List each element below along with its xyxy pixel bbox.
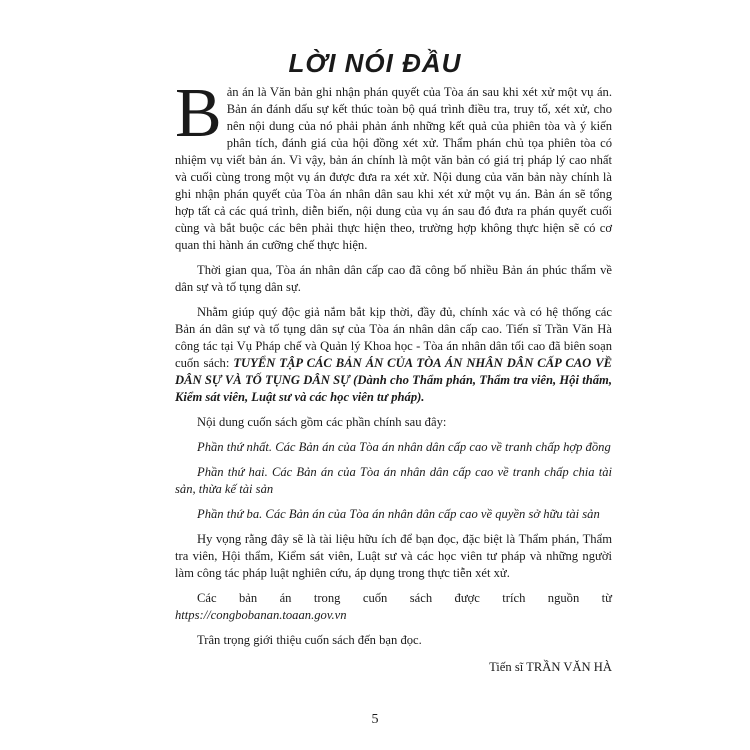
paragraph-3-text: Nhằm giúp quý độc giả nắm bắt kịp thời, đầy đủ, chính xác và có hệ thống các Bản án dân sự và tố tụng dân sự của Tòa án nhân dân cấp cao. Tiến sĩ Trần Văn Hà công tác tại Vụ Pháp chế và Quản lý Khoa học - Tòa án nhân dân tối cao đã biên soạn cuốn sách: [175,305,612,370]
part-three: Phần thứ ba. Các Bản án của Tòa án nhân dân cấp cao về quyền sở hữu tài sản [197,507,600,521]
page-title: LỜI NÓI ĐẦU [288,48,462,78]
paragraph-2: Thời gian qua, Tòa án nhân dân cấp cao đã công bố nhiều Bản án phúc thẩm về dân sự và tố tụng dân sự. [175,263,612,294]
paragraph-1 [175,75,612,254]
drop-cap: B [175,75,222,152]
paragraph-7: Trân trọng giới thiệu cuốn sách đến bạn đọc. [197,633,422,647]
preface-body [175,75,612,676]
part-one: Phần thứ nhất. Các Bản án của Tòa án nhân dân cấp cao về tranh chấp hợp đồng [197,440,611,454]
page-number: 5 [371,712,379,727]
source-url: https://congbobanan.toaan.gov.vn [175,608,347,622]
paragraph-6-text: Các bản án trong cuốn sách được trích nguồn từ [197,591,612,605]
paragraph-1-text: ản án là Văn bản ghi nhận phán quyết của Tòa án sau khi xét xử một vụ án. Bản án đánh dấu sự kết thúc toàn bộ quá trình điều tra, truy tố, xét xử, cho nên nội dung của nó phải phản ánh những kết quả của phiên tòa và ý kiến phân tích, đánh giá của hội đồng xét xử. Thẩm phán chủ tọa phiên tòa có nhiệm vụ viết bản án. Vì vậy, bản án chính là một văn bản có giá trị pháp lý cao nhất và cuối cùng trong một vụ án được đưa ra xét xử. Nội dung của văn bản này chính là ghi nhận phán quyết của Tòa án nhân dân sau khi xét xử một vụ án. Bản án sẽ tổng hợp tất cả các quá trình, diễn biến, nội dung của vụ án sau đó đưa ra phán quyết cuối cùng và bắt buộc các bên phải thực hiện theo, trường hợp không thực hiện sẽ có cơ quan thi hành án cưỡng chế thực hiện. [175,85,612,252]
book-subtitle: (Dành cho Thẩm phán, Thẩm tra viên, Hội thẩm, Kiểm sát viên, Luật sư và các học viên tư pháp). [175,373,612,404]
part-two: Phần thứ hai. Các Bản án của Tòa án nhân dân cấp cao về tranh chấp chia tài sản, thừa kế tài sản [175,465,612,496]
author-signature: Tiến sĩ TRẦN VĂN HÀ [489,660,612,674]
paragraph-6 [175,590,612,624]
book-title: TUYỂN TẬP CÁC BẢN ÁN CỦA TÒA ÁN NHÂN DÂN CẤP CAO VỀ DÂN SỰ VÀ TỐ TỤNG DÂN SỰ [175,356,612,387]
paragraph-3 [175,304,612,406]
paragraph-5: Hy vọng rằng đây sẽ là tài liệu hữu ích để bạn đọc, đặc biệt là Thẩm phán, Thẩm tra viên, Hội thẩm, Kiểm sát viên, Luật sư và các học viên tư pháp và những người làm công tác pháp luật nghiên cứu, áp dụng trong thực tiễn xét xử. [175,532,612,580]
paragraph-4: Nội dung cuốn sách gồm các phần chính sau đây: [197,415,447,429]
